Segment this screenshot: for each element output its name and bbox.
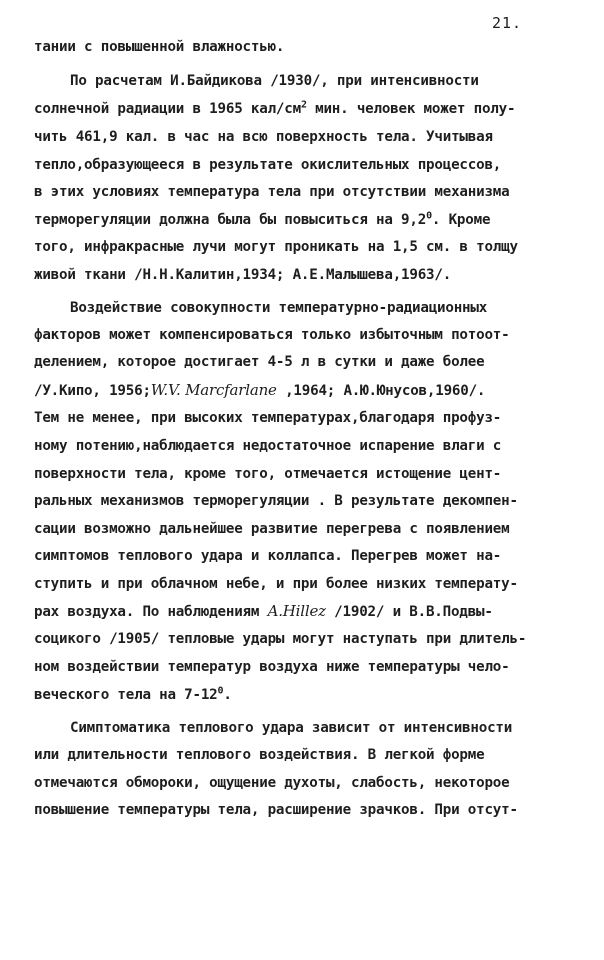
text-line: отмечаются обмороки, ощущение духоты, слабость, некоторое: [34, 775, 510, 791]
text-line: Тем не менее, при высоких температурах,благодаря профуз-: [34, 410, 502, 426]
text-line: Симптоматика теплового удара зависит от интенсивности: [70, 720, 513, 736]
text-line: живой ткани /Н.Н.Калитин,1934; А.Е.Малышева,1963/.: [34, 267, 452, 283]
handwritten-author: W.V. Marcfarlane: [150, 381, 277, 399]
text-line: тепло,образующееся в результате окислительных процессов,: [34, 157, 502, 173]
text-line: в этих условиях температура тела при отсутствии механизма: [34, 184, 510, 200]
text-line: симптомов теплового удара и коллапса. Перегрев может на-: [34, 548, 502, 564]
text-line: поверхности тела, кроме того, отмечается истощение цент-: [34, 466, 502, 482]
degree-superscript: 0: [426, 210, 432, 222]
text-line: По расчетам И.Байдикова /1930/, при интенсивности: [70, 73, 479, 89]
text-line: или длительности теплового воздействия. В легкой форме: [34, 747, 485, 763]
text-line: ральных механизмов терморегуляции . В результате декомпен-: [34, 493, 518, 509]
text-line: терморегуляции должна была бы повыситься на $9,2^0$. Кроме: [34, 210, 491, 228]
superscript: 2: [300, 99, 307, 111]
text-line: чить 461,9 кал. в час на всю поверхность тела. Учитывая: [34, 129, 493, 145]
text-line: факторов может компенсироваться только избыточным потоот-: [34, 327, 510, 343]
text-line: повышение температуры тела, расширение зрачков. При отсут-: [34, 802, 518, 818]
text-line: /У.Кипо, 1956;W.V. Marcfarlane ,1964; А.Ю.Юнусов,1960/.: [34, 381, 486, 399]
text-line: социкого /1905/ тепловые удары могут наступать при длитель-: [34, 631, 527, 647]
degree-superscript: 0: [217, 685, 224, 697]
text-line: веческого тела на $7-12^0$.: [34, 685, 232, 703]
text-line: солнечной радиации в 1965 кал/$см^2$ мин. человек может полу-: [34, 99, 516, 117]
text-line: ном воздействии температур воздуха ниже температуры чело-: [34, 659, 510, 675]
page-number: 21.: [492, 14, 523, 32]
text-line: делением, которое достигает 4-5 л в сутки и даже более: [34, 354, 485, 370]
handwritten-author: A.Hillez: [267, 602, 326, 620]
text-line: ступить и при облачном небе, и при более низких температу-: [34, 576, 518, 592]
text-line: рах воздуха. По наблюдениям A.Hillez /1902/ и В.В.Подвы-: [34, 602, 493, 620]
text-line: Воздействие совокупности температурно-радиационных: [70, 300, 488, 316]
text-line: того, инфракрасные лучи могут проникать на 1,5 см. в толщу: [34, 239, 518, 255]
text-line: тании с повышенной влажностью.: [34, 39, 285, 55]
text-line: сации возможно дальнейшее развитие перегрева с появлением: [34, 521, 510, 537]
text-line: ному потению,наблюдается недостаточное испарение влаги с: [34, 438, 502, 454]
